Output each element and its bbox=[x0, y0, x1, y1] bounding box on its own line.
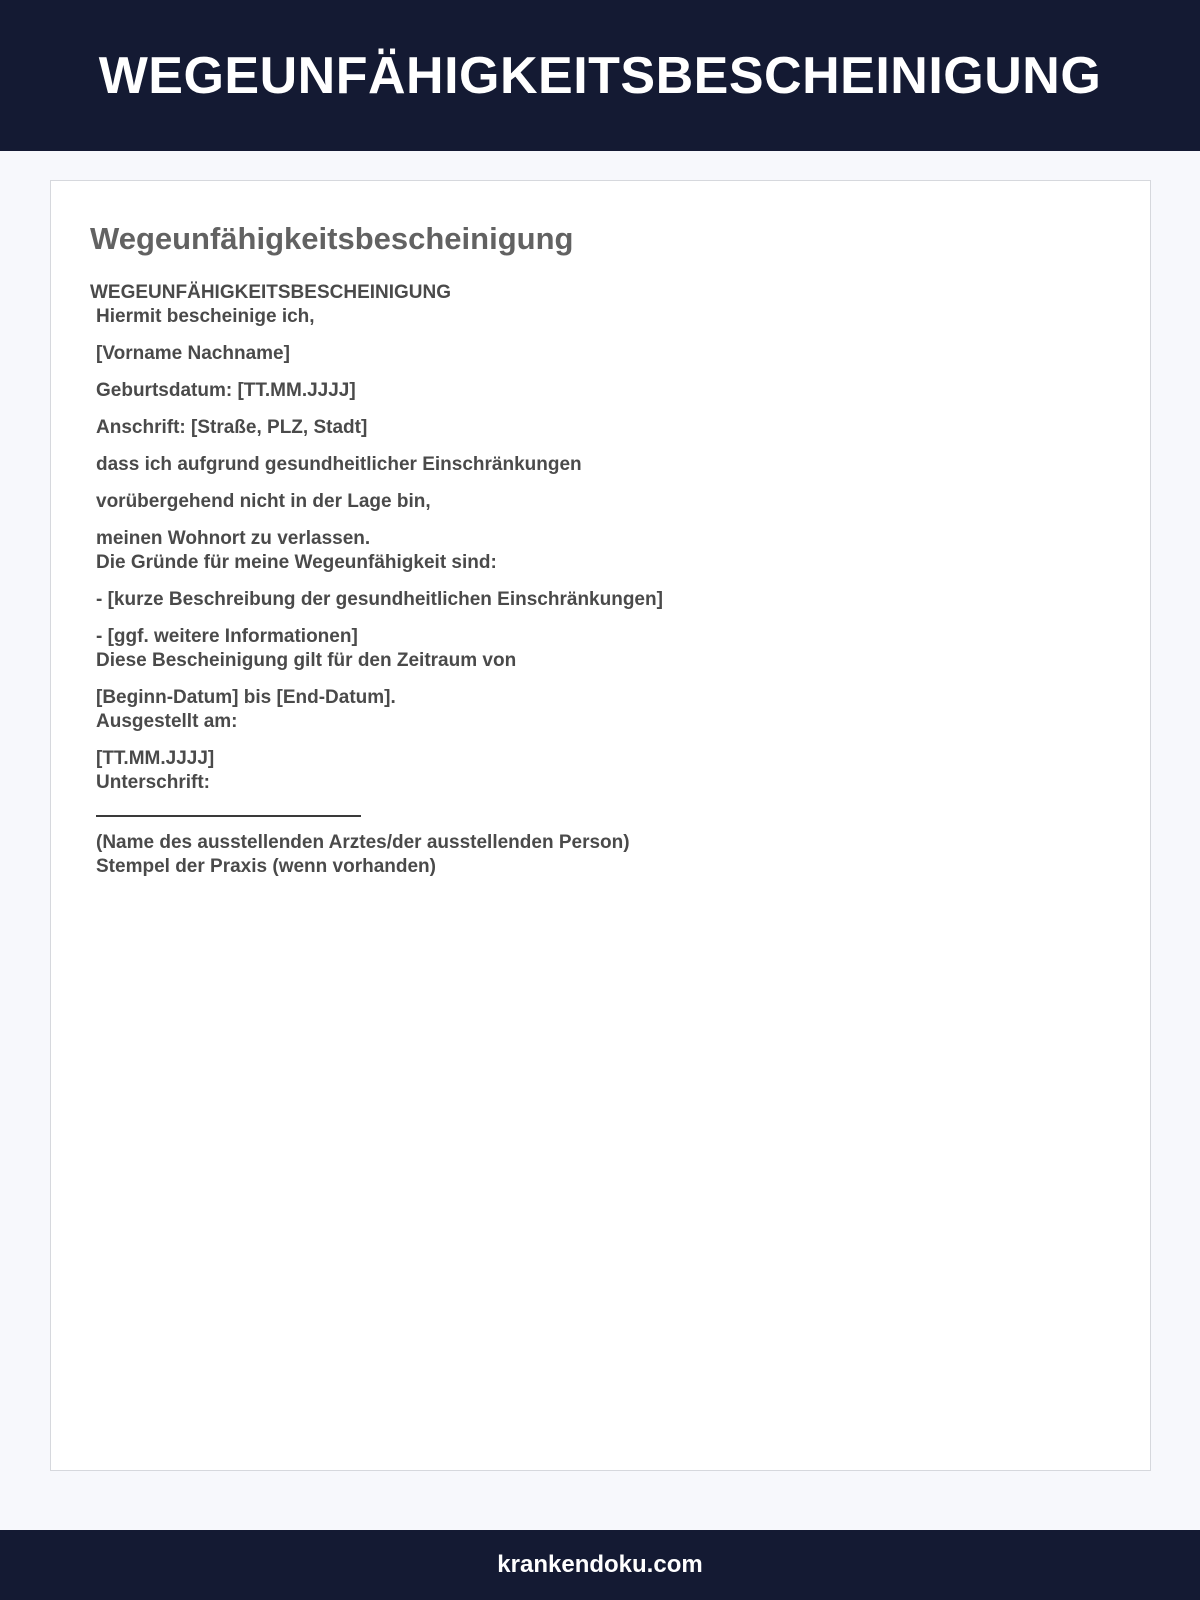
practice-stamp-line: Stempel der Praxis (wenn vorhanden) bbox=[96, 856, 436, 877]
header-title: WEGEUNFÄHIGKEITSBESCHEINIGUNG bbox=[98, 46, 1102, 105]
statement-line-2: vorübergehend nicht in der Lage bin, bbox=[96, 491, 431, 512]
reason-item-1: - [kurze Beschreibung der gesundheitlichen Einschränkungen] bbox=[96, 589, 663, 610]
issued-label: Ausgestellt am: bbox=[96, 711, 238, 732]
certificate-text bbox=[96, 305, 1090, 879]
statement-line-1: dass ich aufgrund gesundheitlicher Einschränkungen bbox=[96, 454, 582, 475]
issued-date: [TT.MM.JJJJ] bbox=[96, 748, 215, 769]
address-line: Anschrift: [Straße, PLZ, Stadt] bbox=[96, 417, 368, 438]
reasons-heading: Die Gründe für meine Wegeunfähigkeit sind: bbox=[96, 552, 497, 573]
statement-line-3: meinen Wohnort zu verlassen. bbox=[96, 528, 371, 549]
signature-line bbox=[96, 815, 361, 817]
reason-item-2: - [ggf. weitere Informationen] bbox=[96, 626, 358, 647]
page-header bbox=[0, 0, 1200, 151]
intro-line: Hiermit bescheinige ich, bbox=[96, 306, 315, 327]
validity-line-2: [Beginn-Datum] bis [End-Datum]. bbox=[96, 687, 396, 708]
footer-site-name: krankendoku.com bbox=[497, 1551, 703, 1578]
birthdate-line: Geburtsdatum: [TT.MM.JJJJ] bbox=[96, 380, 356, 401]
name-placeholder: [Vorname Nachname] bbox=[96, 343, 290, 364]
document-heading: WEGEUNFÄHIGKEITSBESCHEINIGUNG bbox=[90, 282, 452, 303]
signature-label: Unterschrift: bbox=[96, 772, 211, 793]
issuer-name-line: (Name des ausstellenden Arztes/der ausstellenden Person) bbox=[96, 832, 630, 853]
validity-line-1: Diese Bescheinigung gilt für den Zeitraum von bbox=[96, 650, 517, 671]
page-footer bbox=[0, 1530, 1200, 1600]
document-card bbox=[50, 180, 1151, 1471]
document-title: Wegeunfähigkeitsbescheinigung bbox=[90, 221, 574, 256]
document-body bbox=[90, 281, 1090, 879]
